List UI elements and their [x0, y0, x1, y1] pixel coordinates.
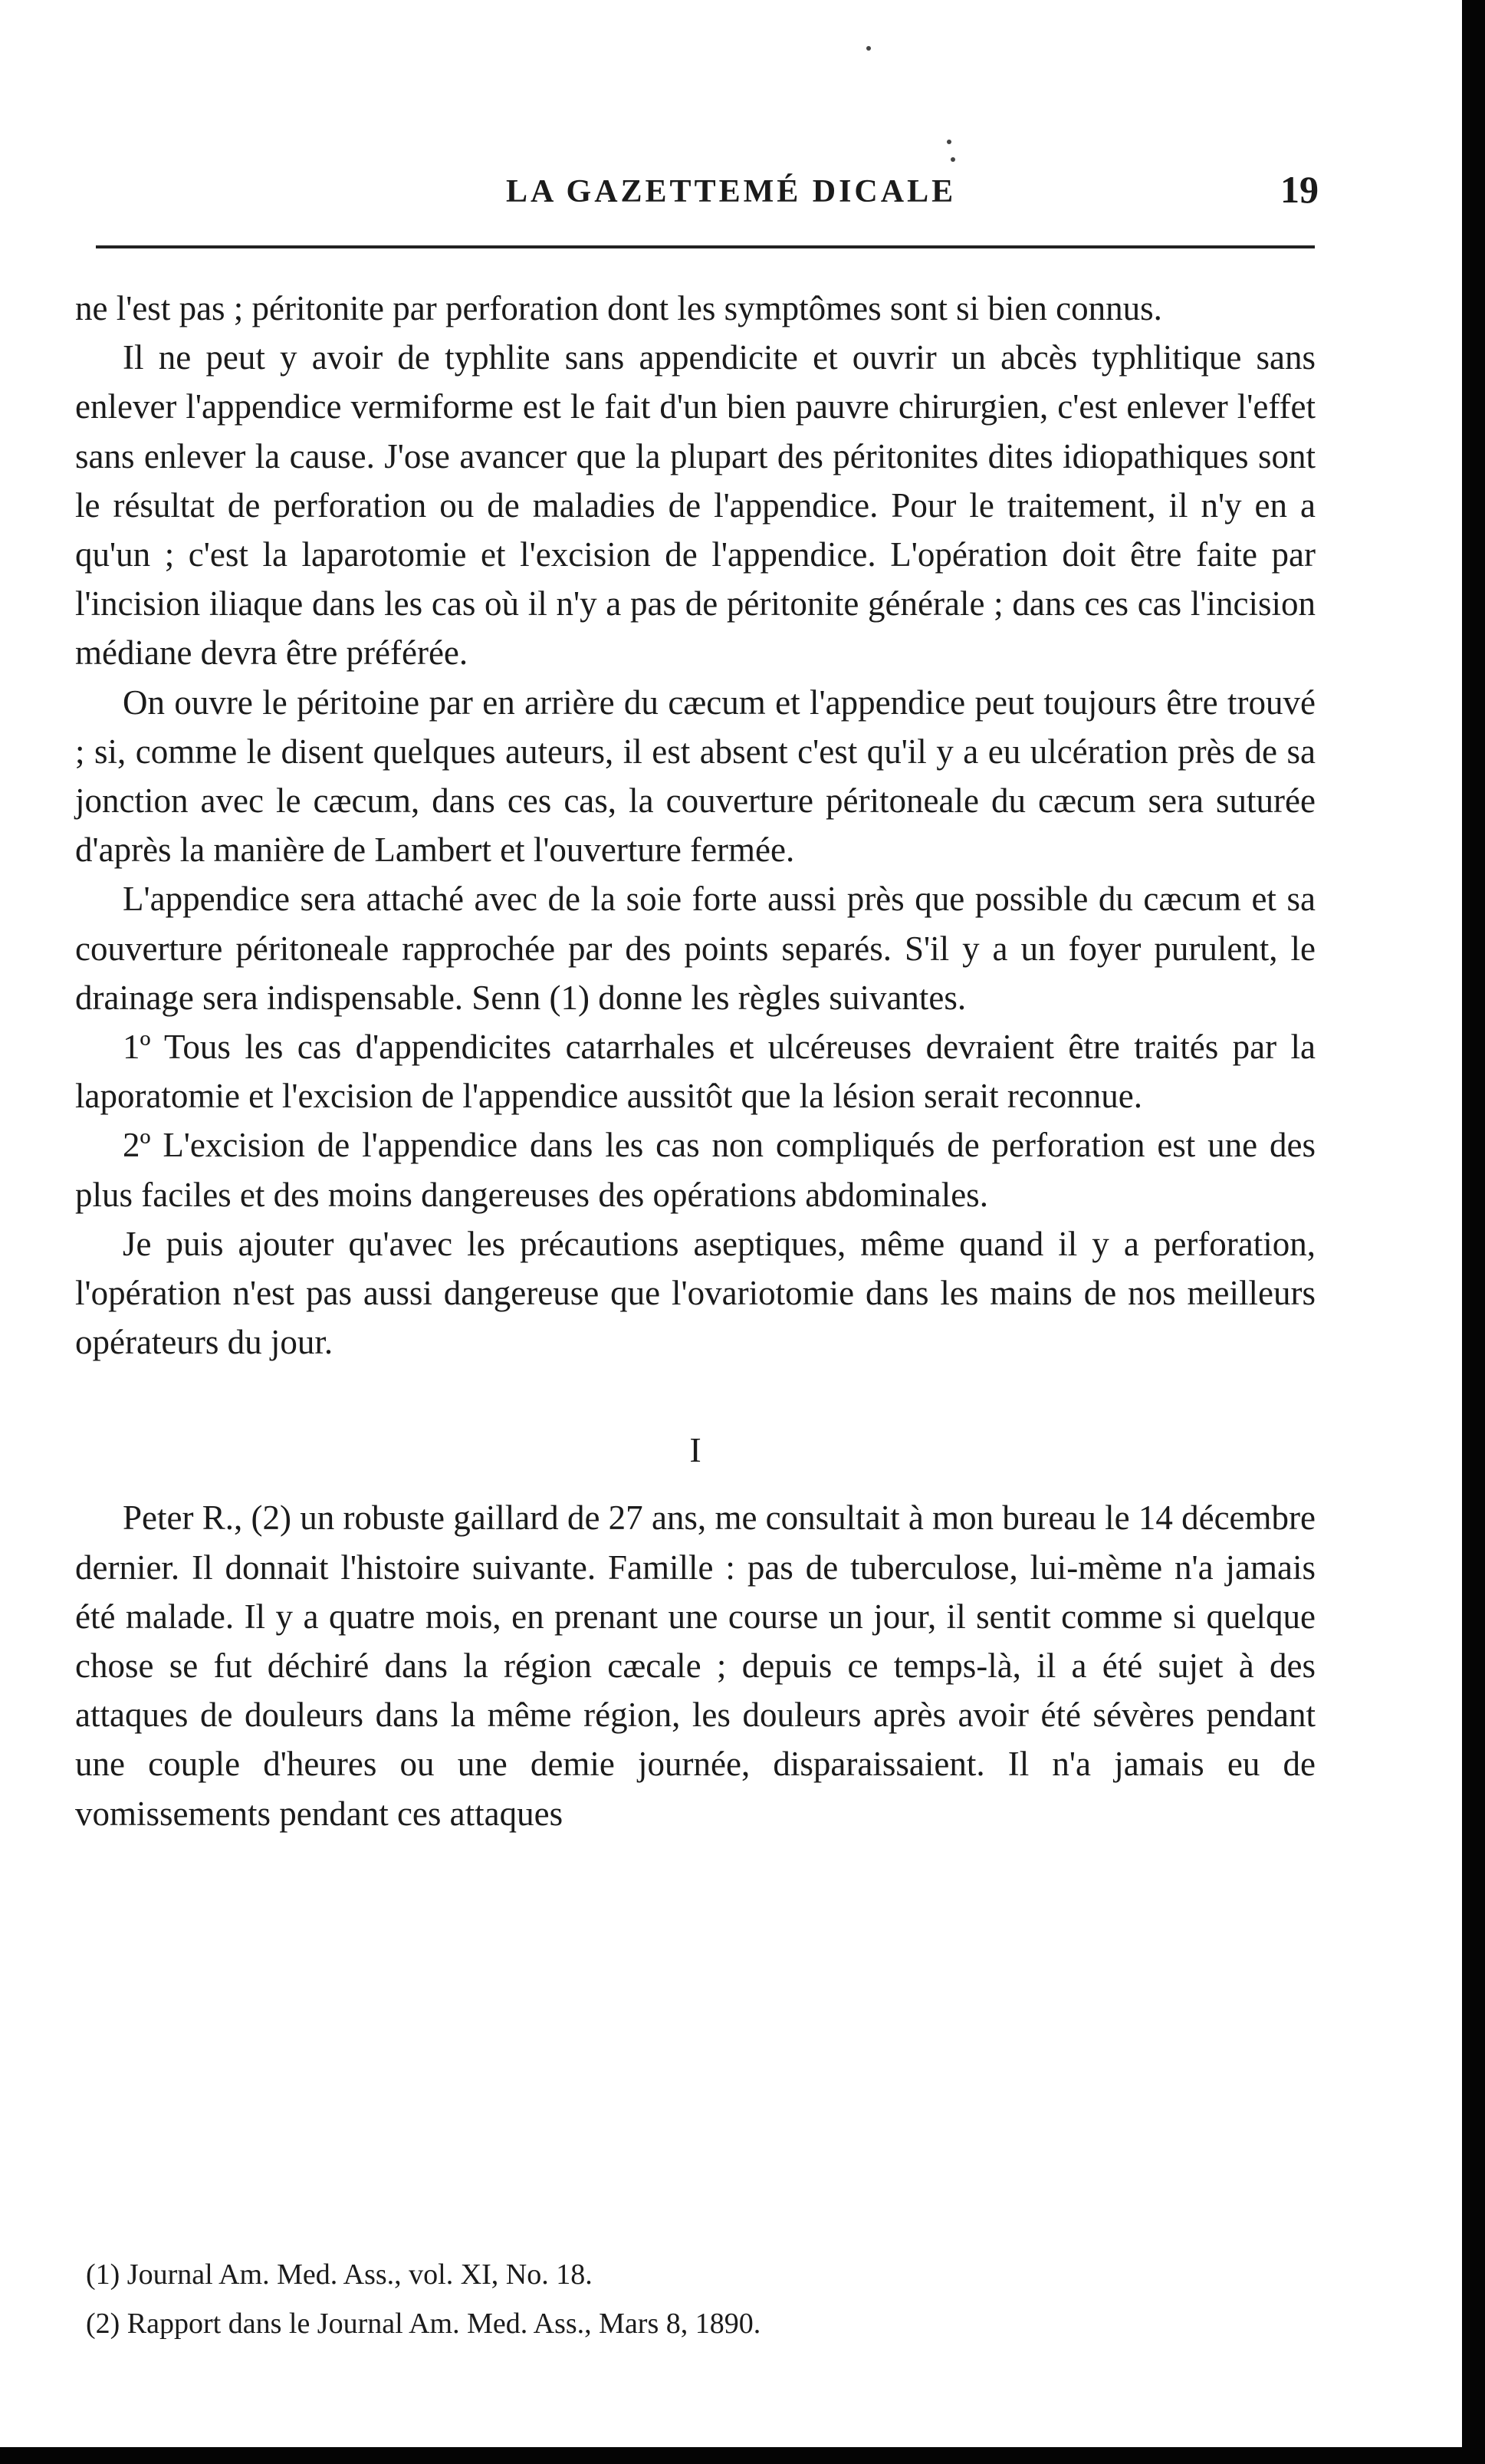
scan-edge-bottom	[0, 2447, 1485, 2464]
running-title: LA GAZETTEMÉ DICALE	[506, 174, 957, 209]
scan-speck	[947, 140, 951, 144]
header-rule	[96, 245, 1315, 248]
paragraph: Je puis ajouter qu'avec les précautions aseptiques, même quand il y a perforation, l'opération n'est pas aussi dangereuse que l'ovariotomie dans les mains de nos meilleurs opérateurs du jour.	[75, 1224, 1316, 1362]
scan-speck	[866, 46, 871, 51]
footnote: (2) Rapport dans le Journal Am. Med. Ass., Mars 8, 1890.	[86, 2308, 761, 2340]
article-body	[75, 284, 1316, 1838]
footnote: (1) Journal Am. Med. Ass., vol. XI, No. 18.	[86, 2258, 593, 2291]
section-numeral: I	[689, 1430, 701, 1470]
paragraph: 2º L'excision de l'appendice dans les cas non compliqués de perforation est une des plus faciles et des moins dangereuses des opérations abdominales.	[75, 1126, 1316, 1214]
footnotes	[86, 2250, 1313, 2348]
paragraph: L'appendice sera attaché avec de la soie forte aussi près que possible du cæcum et sa couverture péritoneale rapprochée par des points separés. S'il y a un foyer purulent, le drainage sera indispensable. Senn (1) donne les règles suivantes.	[75, 880, 1316, 1017]
paragraph: On ouvre le péritoine par en arrière du cæcum et l'appendice peut toujours être trouvé ; si, comme le disent quelques auteurs, il est absent c'est qu'il y a eu ulcération près de sa jonction avec le cæcum, dans ces cas, la couverture péritoneale du cæcum sera suturée d'après la manière de Lambert et l'ouverture fermée.	[75, 683, 1316, 870]
scan-edge-right	[1462, 0, 1485, 2464]
paragraph: ne l'est pas ; péritonite par perforation dont les symptômes sont si bien connus.	[75, 289, 1162, 327]
paragraph: Il ne peut y avoir de typhlite sans appendicite et ouvrir un abcès typhlitique sans enlever l'appendice vermiforme est le fait d'un bien pauvre chirurgien, c'est enlever l'effet sans enlever la cause. J'ose avancer que la plupart des péritonites dites idiopathiques sont le résultat de perforation ou de maladies de l'appendice. Pour le traitement, il n'y en a qu'un ; c'est la laparotomie et l'excision de l'appendice. L'opération doit être faite par l'incision iliaque dans les cas où il n'y a pas de péritonite générale ; dans ces cas l'incision médiane devra être préférée.	[75, 338, 1316, 673]
page-header	[77, 163, 1319, 216]
case-paragraph: Peter R., (2) un robuste gaillard de 27 ans, me consultait à mon bureau le 14 décembre dernier. Il donnait l'histoire suivante. Famille : pas de tuberculose, lui-mème n'a jamais été malade. Il y a quatre mois, en prenant une course un jour, il sentit comme si quelque chose se fut déchiré dans la région cæcale ; depuis ce temps-là, il a été sujet à des attaques de douleurs dans la même région, les douleurs après avoir été sévères pendant une couple d'heures ou une demie journée, disparaissaient. Il n'a jamais eu de vomissements pendant ces attaques	[75, 1498, 1316, 1833]
scan-speck	[951, 157, 955, 162]
page-number: 19	[1280, 168, 1319, 211]
paragraph: 1º Tous les cas d'appendicites catarrhales et ulcéreuses devraient être traités par la laporatomie et l'excision de l'appendice aussitôt que la lésion serait reconnue.	[75, 1028, 1316, 1116]
